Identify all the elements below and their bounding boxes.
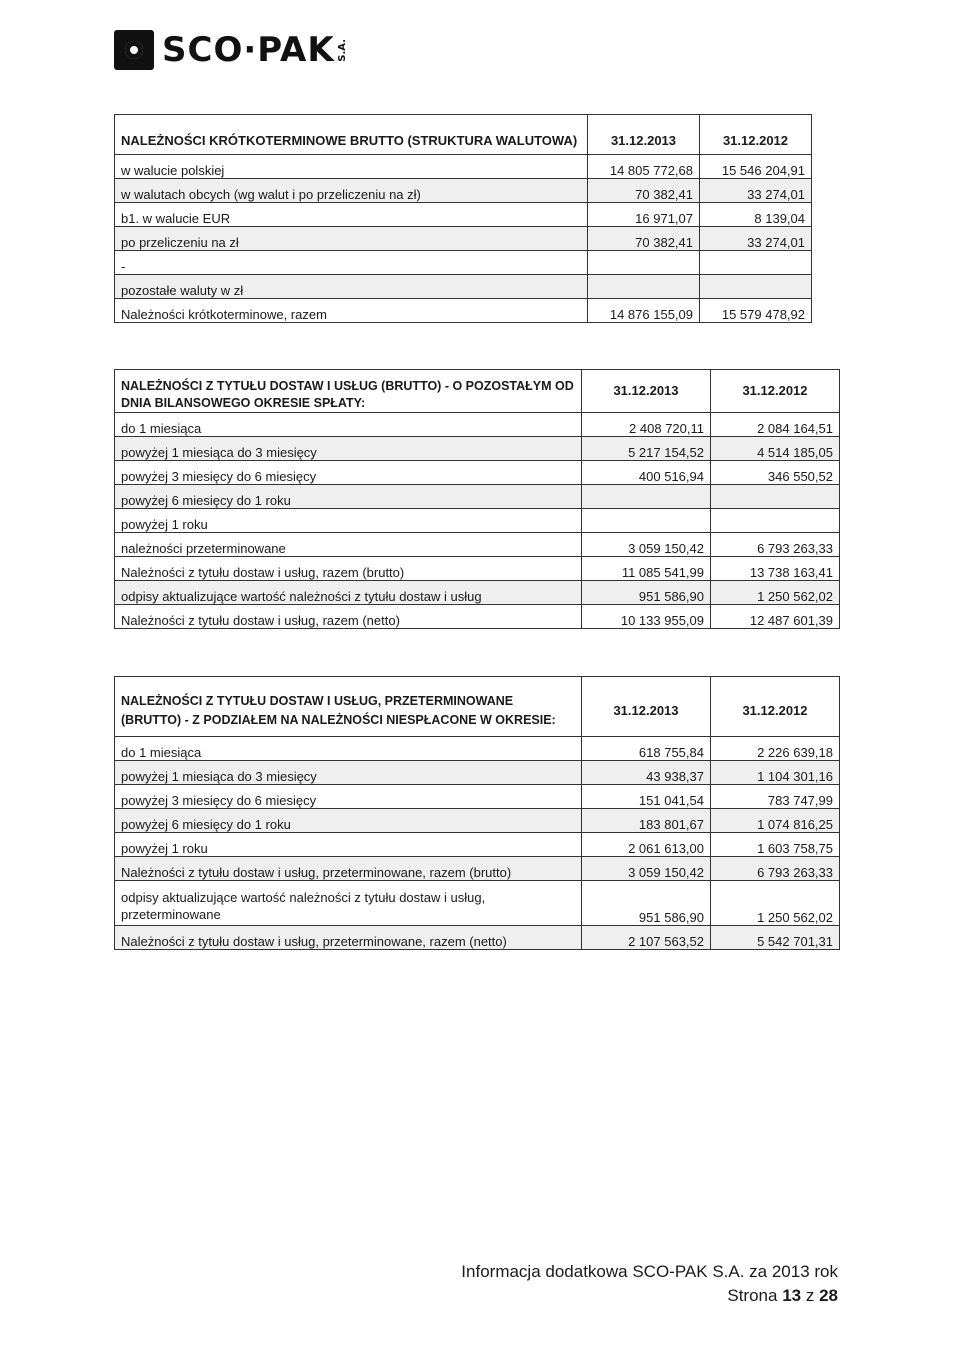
row-label: w walutach obcych (wg walut i po przeliczeniu na zł) [115,179,588,203]
page-current: 13 [782,1286,802,1305]
value-2012 [700,275,812,299]
value-2013: 2 107 563,52 [582,926,711,950]
footer-page-number [727,1286,838,1306]
table-row [115,251,812,275]
company-logo [114,28,348,72]
table-row [115,761,840,785]
table-row [115,785,840,809]
value-2012 [711,485,840,509]
table-header-row [115,115,812,155]
table-row [115,203,812,227]
header-date-2012: 31.12.2012 [700,115,812,155]
table-row [115,605,840,629]
table-row [115,857,840,881]
value-2012: 1 104 301,16 [711,761,840,785]
value-2012: 1 074 816,25 [711,809,840,833]
value-2013 [588,251,700,275]
table-row [115,926,840,950]
value-2013: 10 133 955,09 [582,605,711,629]
header-date-2012: 31.12.2012 [711,370,840,413]
row-label: pozostałe waluty w zł [115,275,588,299]
value-2012: 1 250 562,02 [711,581,840,605]
value-2012: 5 542 701,31 [711,926,840,950]
value-2013: 16 971,07 [588,203,700,227]
value-2012: 6 793 263,33 [711,533,840,557]
value-2013 [582,509,711,533]
row-label: Należności krótkoterminowe, razem [115,299,588,323]
value-2012: 4 514 185,05 [711,437,840,461]
value-2013: 11 085 541,99 [582,557,711,581]
table-row [115,227,812,251]
table-row [115,509,840,533]
header-date-2013: 31.12.2013 [588,115,700,155]
value-2012: 12 487 601,39 [711,605,840,629]
table-row [115,179,812,203]
row-label: - [115,251,588,275]
value-2013: 3 059 150,42 [582,857,711,881]
table-row [115,557,840,581]
value-2013: 3 059 150,42 [582,533,711,557]
page-total: 28 [819,1286,838,1305]
row-label: do 1 miesiąca [115,737,582,761]
table-overdue-receivables [114,676,840,950]
table-header-row [115,677,840,737]
value-2012: 33 274,01 [700,179,812,203]
value-2012: 1 603 758,75 [711,833,840,857]
row-label: Należności z tytułu dostaw i usług, razem (netto) [115,605,582,629]
table-row [115,461,840,485]
table-row [115,881,840,926]
table-header-row [115,370,840,413]
table-currency-structure [114,114,812,323]
header-date-2013: 31.12.2013 [582,370,711,413]
value-2013: 43 938,37 [582,761,711,785]
value-2013: 183 801,67 [582,809,711,833]
header-title: NALEŻNOŚCI Z TYTUŁU DOSTAW I USŁUG (BRUTTO) - O POZOSTAŁYM OD DNIA BILANSOWEGO OKRESIE SPŁATY: [115,370,582,413]
value-2013: 400 516,94 [582,461,711,485]
table-row [115,809,840,833]
table-row [115,833,840,857]
value-2012: 8 139,04 [700,203,812,227]
value-2012: 346 550,52 [711,461,840,485]
row-label: odpisy aktualizujące wartość należności z tytułu dostaw i usług, przeterminowane [115,881,582,926]
table-row [115,581,840,605]
value-2013: 951 586,90 [582,881,711,926]
value-2013: 70 382,41 [588,227,700,251]
value-2013: 14 805 772,68 [588,155,700,179]
logo-mark-icon [114,30,154,70]
row-label: powyżej 1 roku [115,509,582,533]
value-2012: 15 579 478,92 [700,299,812,323]
table-row [115,533,840,557]
value-2012: 6 793 263,33 [711,857,840,881]
row-label: należności przeterminowane [115,533,582,557]
value-2013: 5 217 154,52 [582,437,711,461]
row-label: Należności z tytułu dostaw i usług, przeterminowane, razem (netto) [115,926,582,950]
value-2012: 13 738 163,41 [711,557,840,581]
logo-suffix: S.A. [336,38,348,62]
row-label: powyżej 3 miesięcy do 6 miesięcy [115,785,582,809]
value-2012: 783 747,99 [711,785,840,809]
table-row [115,737,840,761]
header-date-2013: 31.12.2013 [582,677,711,737]
header-title: NALEŻNOŚCI KRÓTKOTERMINOWE BRUTTO (STRUKTURA WALUTOWA) [115,115,588,155]
value-2013 [582,485,711,509]
row-label: do 1 miesiąca [115,413,582,437]
table-receivables-maturity [114,369,840,629]
value-2012 [711,509,840,533]
row-label: powyżej 1 miesiąca do 3 miesięcy [115,761,582,785]
value-2012: 33 274,01 [700,227,812,251]
row-label: powyżej 6 miesięcy do 1 roku [115,485,582,509]
value-2012: 2 226 639,18 [711,737,840,761]
row-label: b1. w walucie EUR [115,203,588,227]
row-label: powyżej 3 miesięcy do 6 miesięcy [115,461,582,485]
value-2013: 2 061 613,00 [582,833,711,857]
row-label: Należności z tytułu dostaw i usług, razem (brutto) [115,557,582,581]
header-title: NALEŻNOŚCI Z TYTUŁU DOSTAW I USŁUG, PRZETERMINOWANE (BRUTTO) - Z PODZIAŁEM NA NALEŻNOŚCI NIESPŁACONE W OKRESIE: [115,677,582,737]
row-label: Należności z tytułu dostaw i usług, przeterminowane, razem (brutto) [115,857,582,881]
row-label: po przeliczeniu na zł [115,227,588,251]
row-label: odpisy aktualizujące wartość należności z tytułu dostaw i usług [115,581,582,605]
page-prefix: Strona [727,1286,778,1305]
table-row [115,413,840,437]
logo-brand: SCO·PAK [162,30,335,70]
value-2012: 1 250 562,02 [711,881,840,926]
table-row [115,437,840,461]
value-2013: 951 586,90 [582,581,711,605]
row-label: w walucie polskiej [115,155,588,179]
row-label: powyżej 1 miesiąca do 3 miesięcy [115,437,582,461]
header-date-2012: 31.12.2012 [711,677,840,737]
page-separator: z [805,1286,815,1305]
value-2012 [700,251,812,275]
row-label: powyżej 6 miesięcy do 1 roku [115,809,582,833]
table-row [115,485,840,509]
footer-document-title: Informacja dodatkowa SCO-PAK S.A. za 2013 rok [461,1262,838,1281]
value-2012: 2 084 164,51 [711,413,840,437]
value-2013: 151 041,54 [582,785,711,809]
value-2012: 15 546 204,91 [700,155,812,179]
table-row [115,155,812,179]
table-row [115,275,812,299]
value-2013 [588,275,700,299]
value-2013: 2 408 720,11 [582,413,711,437]
table-row [115,299,812,323]
value-2013: 14 876 155,09 [588,299,700,323]
row-label: powyżej 1 roku [115,833,582,857]
value-2013: 618 755,84 [582,737,711,761]
value-2013: 70 382,41 [588,179,700,203]
